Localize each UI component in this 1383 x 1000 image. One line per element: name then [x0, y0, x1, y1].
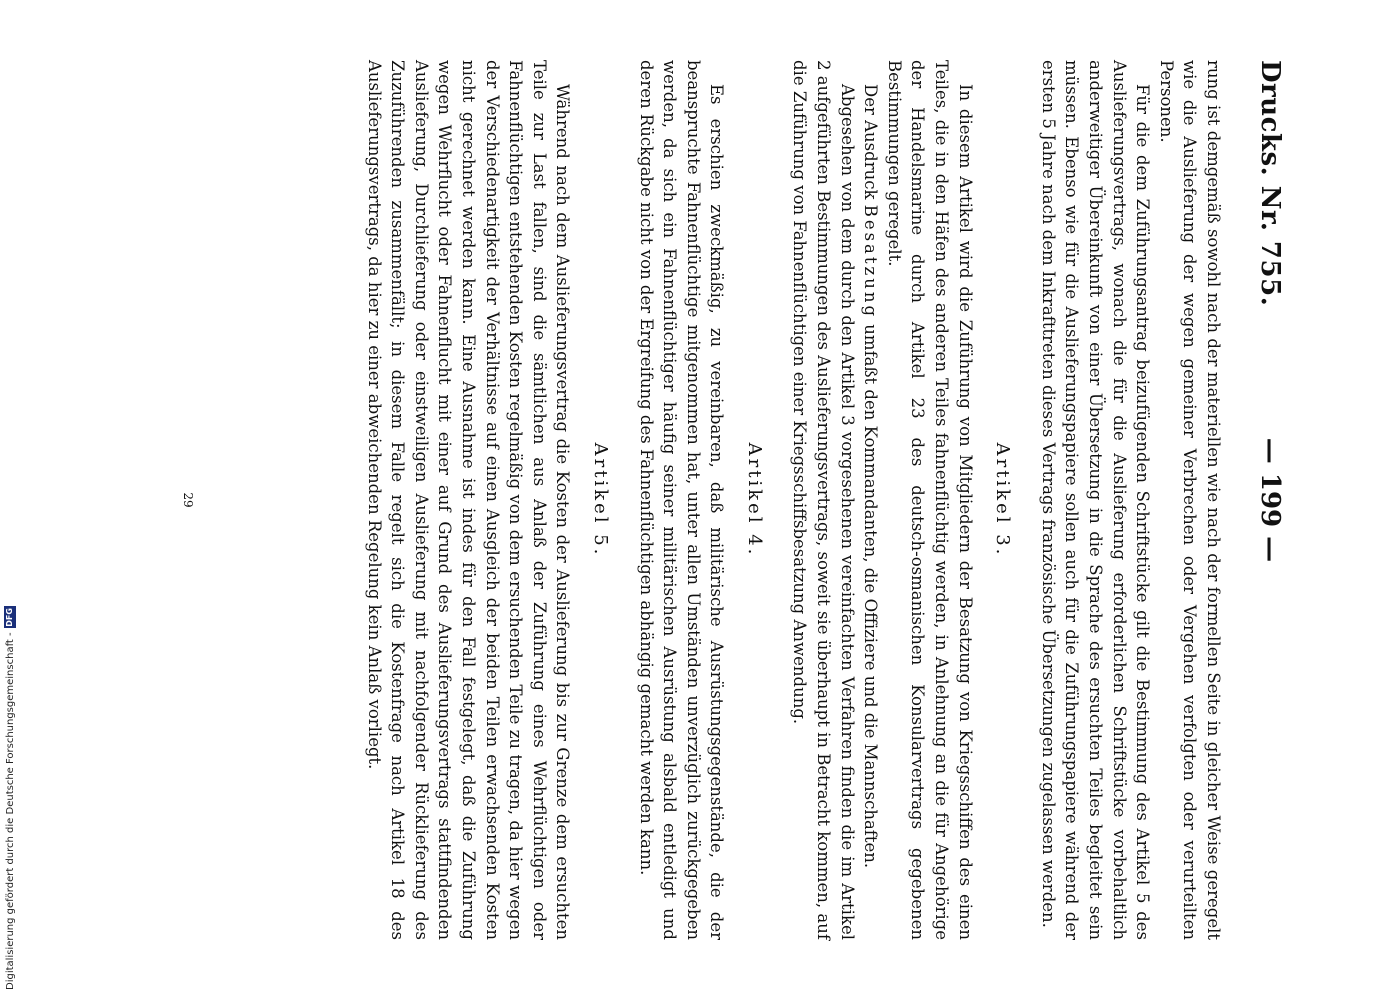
art3-p2-rest: umfaßt den Kommandanten, die Offiziere und die Mannschaften. [861, 324, 881, 869]
document-number: Drucks. Nr. 755. [1255, 60, 1285, 307]
article-5-heading: Artikel 5. [589, 442, 611, 558]
article-4-paragraph-1: Es erschien zweckmäßig, zu vereinbaren, daß militärische Ausrüstungsgegenstände, die der beanspruchte Fahnenflüchtige mitgenommen hat, unter allen Umständen unverzüglich zurückgegeben werden, da sich ein Fahnenflüchtiger häufig seiner militärischen Ausrüstung alsbald entledigt und deren Rückgabe nicht von der Ergreifung des Fahnenflüchtigen abhängig gemacht werden kann. [636, 60, 727, 940]
body-text [362, 60, 1225, 940]
article-4-heading: Artikel 4. [743, 442, 765, 558]
digitization-credit [4, 606, 16, 990]
page-header [1245, 60, 1285, 940]
page-content [140, 60, 1300, 940]
paragraph-zufuehrungsantrag: Für die dem Zuführungsantrag beizufügenden Schriftstücke gilt die Bestimmung des Artikel 5 des Auslieferungsvertrags, wonach die für die Auslieferung erforderlichen Schriftstücke vorbehaltlich anderweitiger Übereinkunft von einer Übersetzung in die Sprache des ersuchten Teiles begleitet sein müssen. Ebenso wie für die Auslieferungspapiere sollen auch für die Zuführungspapiere während der ersten 5 Jahre nach dem Inkrafttreten dieses Vertrags französische Übersetzungen zugelassen werden. [1038, 60, 1153, 940]
article-3-paragraph-1: In diesem Artikel wird die Zuführung von Mitgliedern der Besatzung von Kriegsschiffen des einen Teiles, die in den Häfen des anderen Teiles fahnenflüchtig werden, in Anlehnung an die für Angehörige der Handelsmarine durch Artikel 23 des deutsch-osmanischen Konsularvertrags gegebenen Bestimmungen geregelt. [884, 60, 975, 940]
article-3-paragraph-3: Abgesehen von dem durch den Artikel 3 vorgesehenen vereinfachten Verfahren finden die im Artikel 2 aufgeführten Bestimmungen des Auslieferungsvertrags, soweit sie überhaupt in Betracht kommen, auf die Zuführung von Fahnenflüchtigen einer Kriegsschiffsbesatzung Anwendung. [790, 60, 857, 940]
dfg-logo-icon: DFG [5, 608, 14, 627]
term-besatzung: Besatzung [861, 204, 881, 320]
article-3-heading: Artikel 3. [992, 442, 1014, 558]
intro-paragraph: rung ist demgemäß sowohl nach der materiellen wie nach der formellen Seite in gleicher Weise geregelt wie die Auslieferung der wegen gemeiner Verbrechen oder Vergehen verfolgten oder verurteilten Personen. [1156, 60, 1223, 940]
credit-text: Digitalisierung gefördert durch die Deutsche Forschungsgemeinschaft - [4, 632, 16, 990]
article-3-paragraph-2 [859, 60, 883, 940]
signature-mark: 29 [181, 492, 195, 508]
page-number: — 199 — [1255, 437, 1285, 563]
art3-p2-lead: Der Ausdruck [861, 84, 881, 200]
rotated-page [140, 60, 1300, 940]
article-5-paragraph-1: Während nach dem Auslieferungsvertrag die Kosten der Auslieferung bis zur Grenze dem ersuchten Teile zur Last fallen, sind die sämtlichen aus Anlaß der Zuführung eines Wehrflüchtigen oder Fahnenflüchtigen entstehenden Kosten regelmäßig von dem ersuchenden Teile zu tragen, da hier wegen der Verschiedenartigkeit der Verhältnisse auf einen Ausgleich der beiden Teilen erwachsenden Kosten nicht gerechnet werden kann. Eine Ausnahme ist indes für den Fall festgelegt, daß die Zuführung wegen Wehrflucht oder Fahnenflucht mit einer auf Grund des Auslieferungsvertrags stattfindenden Auslieferung, Durchlieferung oder einstweiligen Auslieferung mit nachfolgender Rücklieferung des Zuzuführenden zusammenfällt; in diesem Falle regelt sich die Kostenfrage nach Artikel 18 des Auslieferungsvertrags, da hier zu einer abweichenden Regelung kein Anlaß vorliegt. [364, 60, 573, 940]
